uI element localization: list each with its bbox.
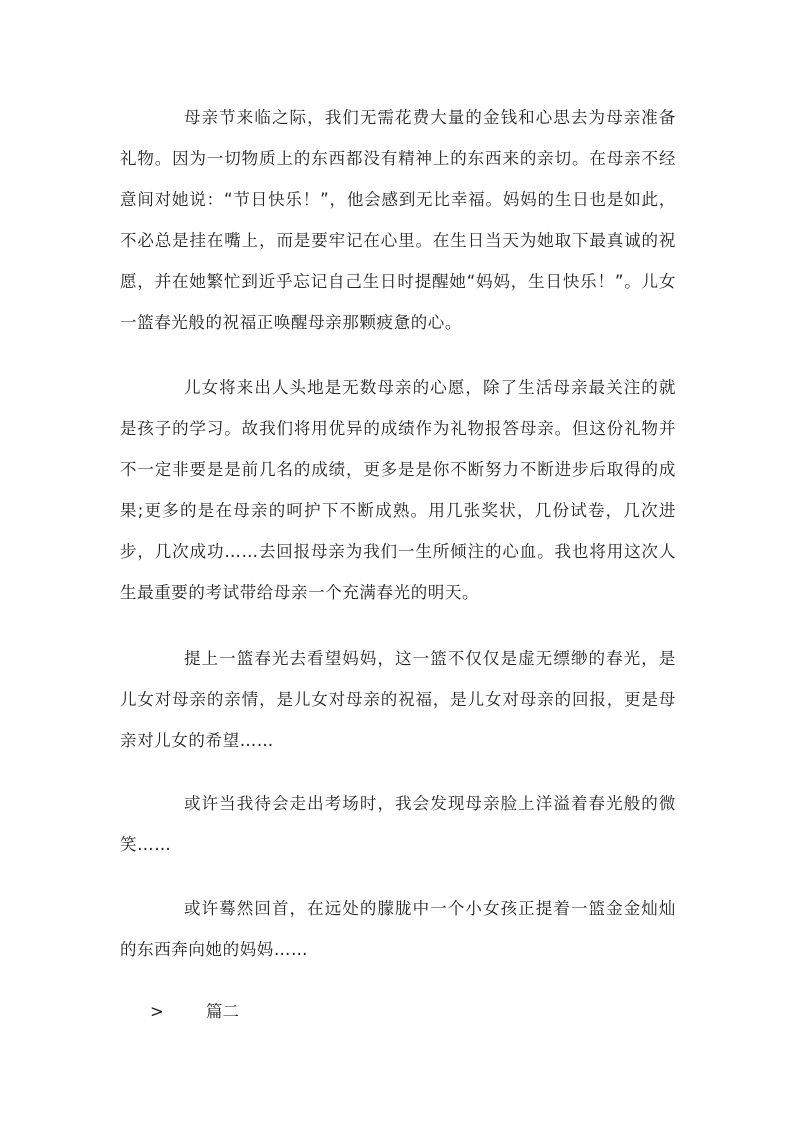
paragraph-3: 提上一篮春光去看望妈妈，这一篮不仅仅是虚无缥缈的春光，是儿女对母亲的亲情，是儿女对母亲的祝福，是儿女对母亲的回报，更是母亲对儿女的希望…… [120, 649, 676, 750]
paragraph-5: 或许蓦然回首，在远处的朦胧中一个小女孩正提着一篮金金灿灿的东西奔向她的妈妈…… [120, 899, 676, 959]
paragraph-4: 或许当我待会走出考场时，我会发现母亲脸上洋溢着春光般的微笑…… [120, 794, 676, 854]
arrow-icon: > [150, 1002, 164, 1021]
next-section-link[interactable] [150, 995, 239, 1029]
paragraph-2: 儿女将来出人头地是无数母亲的心愿，除了生活母亲最关注的就是孩子的学习。故我们将用优异的成绩作为礼物报答母亲。但这份礼物并不一定非要是是前几名的成绩，更多是是你不断努力不断进步后取得的成果;更多的是在母亲的呵护下不断成熟。用几张奖状，几份试卷，几次进步，几次成功……去回报母亲为我们一生所倾注的心血。我也将用这次人生最重要的考试带给母亲一个充满春光的明天。 [120, 378, 676, 602]
paragraph-1: 母亲节来临之际，我们无需花费大量的金钱和心思去为母亲准备礼物。因为一切物质上的东西都没有精神上的东西来的亲切。在母亲不经意间对她说：“节日快乐！”，他会感到无比幸福。妈妈的生日也是如此，不必总是挂在嘴上，而是要牢记在心里。在生日当天为她取下最真诚的祝愿，并在她繁忙到近乎忘记自己生日时提醒她“妈妈，生日快乐！”。儿女一篮春光般的祝福正唤醒母亲那颗疲惫的心。 [120, 108, 676, 332]
next-section-label: 篇二 [206, 1002, 239, 1021]
